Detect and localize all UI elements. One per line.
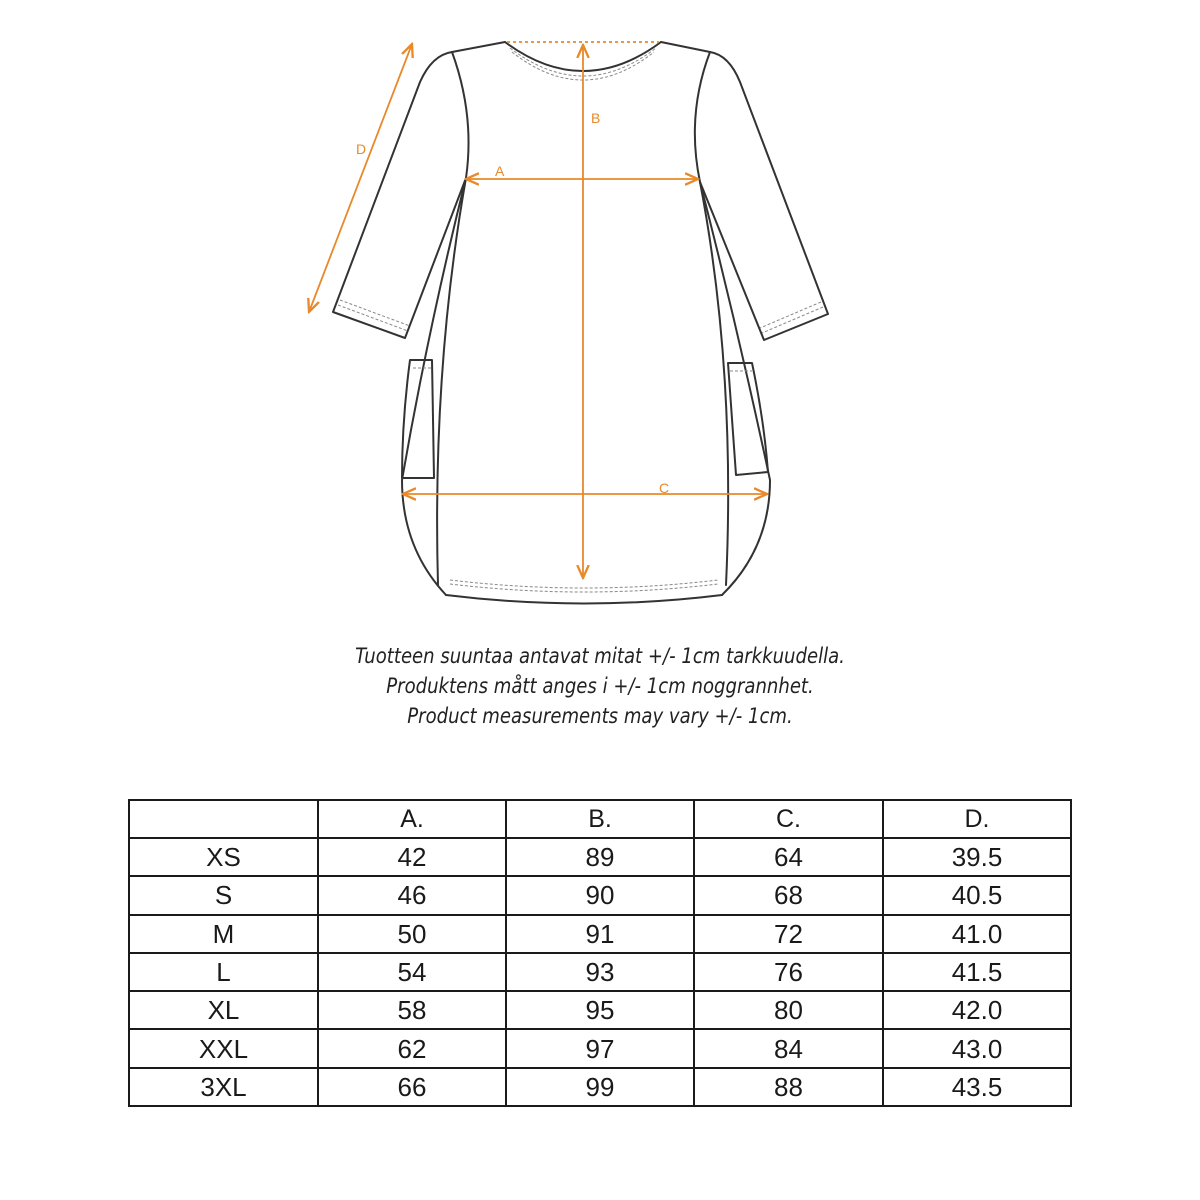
stitch-lines [338, 48, 823, 592]
table-cell: 93 [506, 953, 694, 991]
table-cell: 68 [694, 876, 883, 914]
table-cell: 80 [694, 991, 883, 1029]
measurement-note-finnish: Tuotteen suuntaa antavat mitat +/- 1cm tarkkuudella. [355, 644, 845, 668]
table-cell: 40.5 [883, 876, 1071, 914]
table-cell: 3XL [129, 1068, 318, 1106]
measure-b-label: B [591, 110, 601, 126]
measure-a-label: A [495, 163, 505, 179]
table-cell: 54 [318, 953, 506, 991]
table-row [129, 1029, 1071, 1067]
table-header-cell: C. [694, 800, 883, 838]
table-cell: S [129, 876, 318, 914]
table-cell: 99 [506, 1068, 694, 1106]
dress-outline [333, 42, 828, 604]
table-cell: 39.5 [883, 838, 1071, 876]
size-table [128, 799, 1072, 1107]
table-cell: 64 [694, 838, 883, 876]
table-row [129, 915, 1071, 953]
table-cell: M [129, 915, 318, 953]
table-cell: 41.5 [883, 953, 1071, 991]
table-cell: 41.0 [883, 915, 1071, 953]
table-cell: XXL [129, 1029, 318, 1067]
table-cell: 42 [318, 838, 506, 876]
table-header-row [129, 800, 1071, 838]
table-row [129, 1068, 1071, 1106]
table-cell: 89 [506, 838, 694, 876]
table-cell: 62 [318, 1029, 506, 1067]
measurement-note-english: Product measurements may vary +/- 1cm. [407, 704, 793, 728]
table-cell: 66 [318, 1068, 506, 1106]
table-cell: 46 [318, 876, 506, 914]
measure-d-label: D [356, 141, 367, 157]
table-header-cell [129, 800, 318, 838]
table-row [129, 953, 1071, 991]
table-row [129, 876, 1071, 914]
table-cell: 91 [506, 915, 694, 953]
table-cell: 72 [694, 915, 883, 953]
measure-d-line [309, 44, 412, 312]
table-cell: 43.0 [883, 1029, 1071, 1067]
measure-c-label: C [659, 480, 670, 496]
table-cell: 50 [318, 915, 506, 953]
table-cell: 84 [694, 1029, 883, 1067]
table-cell: 76 [694, 953, 883, 991]
measurement-note-swedish: Produktens mått anges i +/- 1cm noggrannhet. [386, 674, 814, 698]
table-cell: 88 [694, 1068, 883, 1106]
table-cell: 90 [506, 876, 694, 914]
table-header-cell: B. [506, 800, 694, 838]
table-cell: 58 [318, 991, 506, 1029]
table-cell: 95 [506, 991, 694, 1029]
measurement-lines [309, 42, 767, 578]
table-cell: 97 [506, 1029, 694, 1067]
table-header-cell: A. [318, 800, 506, 838]
table-cell: XL [129, 991, 318, 1029]
table-cell: L [129, 953, 318, 991]
table-cell: 43.5 [883, 1068, 1071, 1106]
table-header-cell: D. [883, 800, 1071, 838]
table-row [129, 838, 1071, 876]
table-row [129, 991, 1071, 1029]
table-cell: XS [129, 838, 318, 876]
table-cell: 42.0 [883, 991, 1071, 1029]
